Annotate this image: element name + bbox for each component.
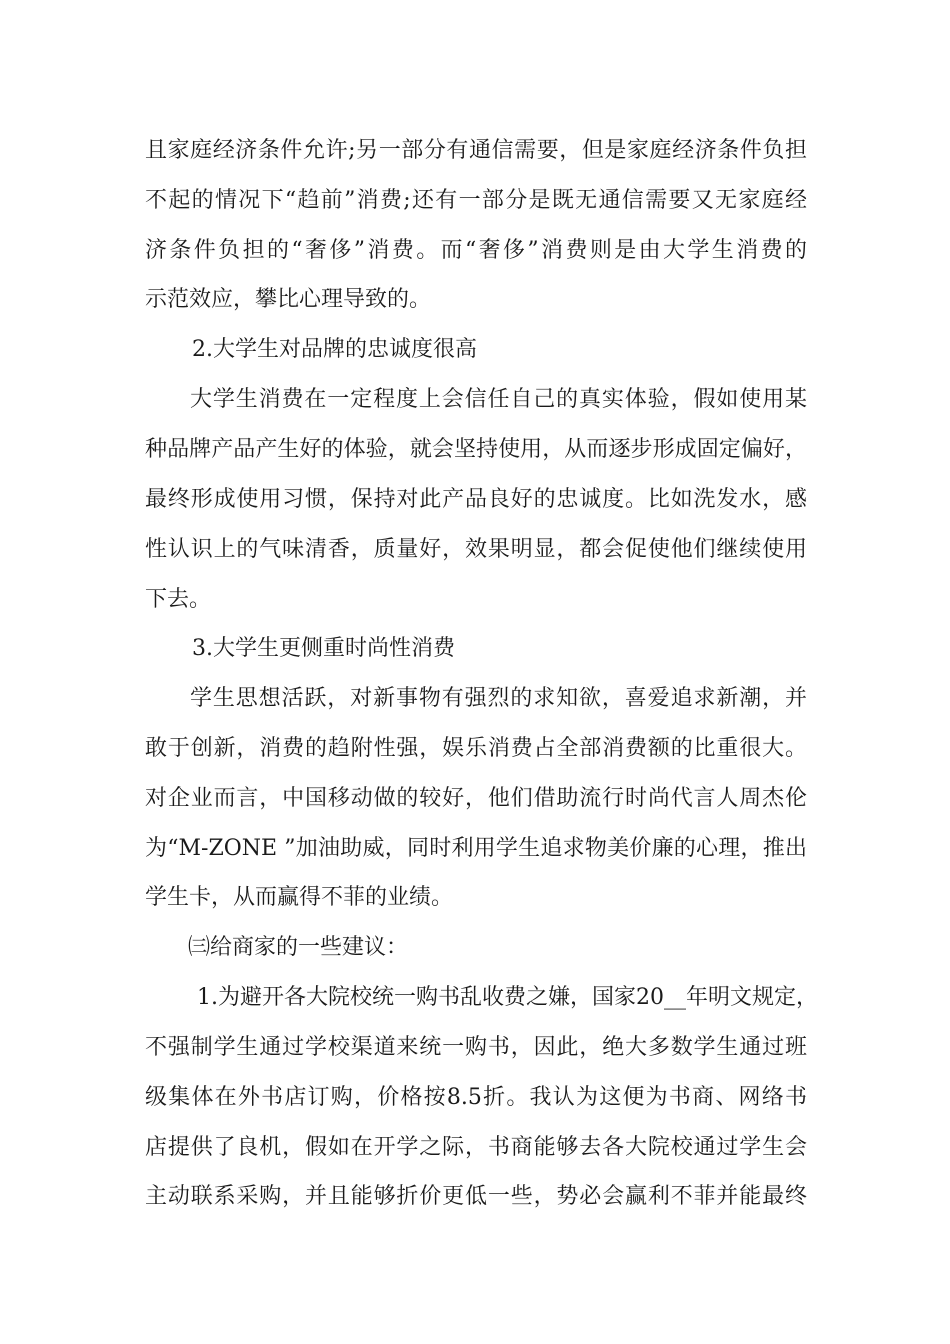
text-line: 店提供了良机，假如在开学之际，书商能够去各大院校通过学生会 [145, 1135, 807, 1160]
text-line: 不起的情况下“趋前”消费;还有一部分是既无通信需要又无家庭经 [145, 188, 807, 213]
text-line: 种品牌产品产生好的体验，就会坚持使用，从而逐步形成固定偏好， [145, 437, 807, 462]
text-line: 济条件负担的“奢侈”消费。而“奢侈”消费则是由大学生消费的 [145, 238, 807, 263]
section-heading: 2.大学生对品牌的忠诚度很高 [192, 337, 477, 362]
text-line: 敢于创新，消费的趋附性强，娱乐消费占全部消费额的比重很大。 [145, 736, 807, 761]
text-line: 级集体在外书店订购，价格按8.5折。我认为这便为书商、网络书 [145, 1085, 807, 1110]
section-heading: ㈢给商家的一些建议： [188, 935, 409, 960]
text-line: 主动联系采购，并且能够折价更低一些，势必会赢利不菲并能最终 [145, 1184, 807, 1209]
text-line: 最终形成使用习惯，保持对此产品良好的忠诚度。比如洗发水，感 [145, 487, 807, 512]
text-line: 性认识上的气味清香，质量好，效果明显，都会促使他们继续使用 [145, 537, 807, 562]
text-line: 下去。 [145, 587, 212, 612]
section-heading: 3.大学生更侧重时尚性消费 [192, 636, 455, 661]
text-line: 示范效应，攀比心理导致的。 [145, 287, 432, 312]
text-line: 大学生消费在一定程度上会信任自己的真实体验，假如使用某 [190, 387, 807, 412]
text-line: 对企业而言，中国移动做的较好，他们借助流行时尚代言人周杰伦 [145, 786, 807, 811]
text-line: 学生思想活跃，对新事物有强烈的求知欲，喜爱追求新潮，并 [190, 686, 807, 711]
text-line: 学生卡，从而赢得不菲的业绩。 [145, 885, 454, 910]
text-line: 且家庭经济条件允许;另一部分有通信需要，但是家庭经济条件负担 [145, 138, 807, 163]
text-line: 为“M-ZONE ”加油助威，同时利用学生追求物美价廉的心理，推出 [145, 836, 807, 861]
text-line: 1.为避开各大院校统一购书乱收费之嫌，国家20__年明文规定， [197, 985, 818, 1010]
text-line: 不强制学生通过学校渠道来统一购书，因此，绝大多数学生通过班 [145, 1035, 807, 1060]
